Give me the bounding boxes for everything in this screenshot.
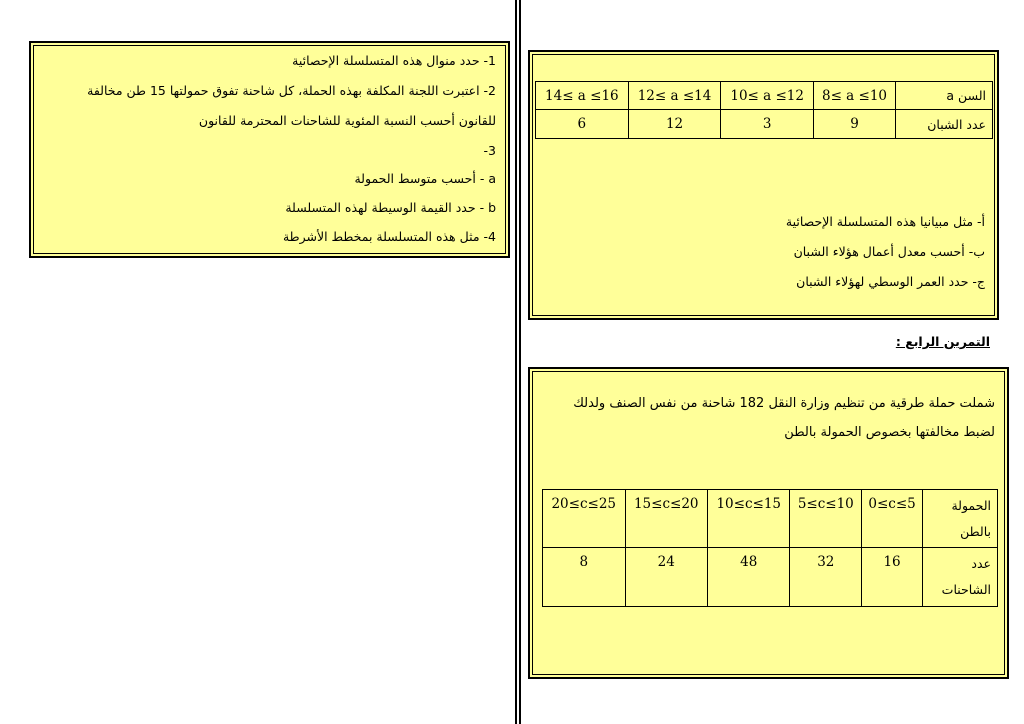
truck-count: 8 [543,548,626,607]
truck-count: 24 [625,548,707,607]
age-question-b: ب- أحسب معدل أعمال هؤلاء الشبان [793,244,985,259]
question-3b: b - حدد القيمة الوسيطة لهذه المتسلسلة [285,200,496,215]
age-interval: 8≤ a ≤10 [814,82,896,110]
left-questions-box [29,41,510,258]
age-count: 6 [536,110,629,139]
age-interval: 14≤ a ≤16 [536,82,629,110]
load-header-label: الحمولة بالطن [923,490,998,548]
age-interval: 10≤ a ≤12 [721,82,814,110]
exercise-4-box [528,367,1009,679]
load-interval: 5≤c≤10 [790,490,862,548]
question-4: 4- مثل هذه المتسلسلة بمخطط الأشرطة [282,229,496,244]
load-interval: 0≤c≤5 [862,490,923,548]
load-table [542,489,998,607]
exercise-4-statement: شملت حملة طرقية من تنظيم وزارة النقل 182 شاحنة من نفس الصنف ولدلك لضبط مخالفتها بخصوص الحمولة بالطن [573,396,995,440]
age-question-a: أ- مثل مبيانيا هذه المتسلسلة الإحصائية [785,214,985,229]
age-interval: 12≤ a ≤14 [628,82,721,110]
age-table [535,81,993,139]
question-1: 1- حدد منوال هذه المتسلسلة الإحصائية [292,53,496,68]
age-header-label: السن a [896,82,993,110]
truck-count: 16 [862,548,923,607]
age-count: 9 [814,110,896,139]
page-divider-left [515,0,517,724]
trucks-header-label: عدد الشاحنات [923,548,998,607]
truck-count: 32 [790,548,862,607]
load-interval: 15≤c≤20 [625,490,707,548]
load-interval: 10≤c≤15 [707,490,789,548]
load-interval: 20≤c≤25 [543,490,626,548]
question-2-cont: للقانون أحسب النسبة المئوية للشاحنات المحترمة للقانون [198,113,496,128]
page-divider-right [519,0,521,724]
age-question-c: ج- حدد العمر الوسطي لهؤلاء الشبان [796,274,985,289]
question-2: 2- اعتبرت اللجنة المكلفة بهذه الحملة، كل شاحنة تفوق حمولتها 15 طن مخالفة [87,83,496,98]
age-count: 3 [721,110,814,139]
age-exercise-box [528,50,999,320]
age-count: 12 [628,110,721,139]
question-3: 3- [483,143,496,158]
truck-count: 48 [707,548,789,607]
exercise-4-title: التمرين الرابع : [895,334,990,349]
count-header-label: عدد الشبان [896,110,993,139]
question-3a: a - أحسب متوسط الحمولة [354,171,496,186]
